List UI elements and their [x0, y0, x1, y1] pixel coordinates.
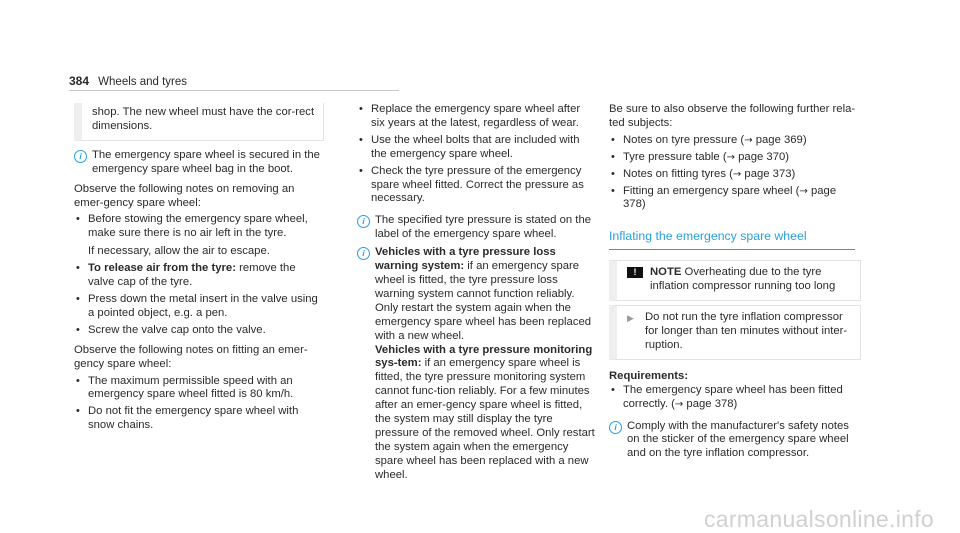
continued-box — [74, 103, 324, 141]
spare-wheel-list — [357, 103, 597, 206]
loss-warning-text: Vehicles with a tyre pressure loss warning system: if an emergency spare wheel is fitted, the tyre pressure loss warning system cannot function reliably. Only restart the system again when the emergency spare wheel has been replaced with a new wheel. — [375, 246, 592, 342]
related-link[interactable]: • Notes on fitting tyres (→ page 373) — [609, 168, 861, 182]
page-number: 384 — [69, 74, 90, 88]
monitoring-text: Vehicles with a tyre pressure monitoring sys-tem: if an emergency spare wheel is fitted, the tyre pressure monitoring system cannot func-tion reliably. For a few minutes after an emer-gency spare wheel is fitted, the system may still display the tyre pressure of the removed wheel. Only restart the system again when the emergency spare wheel has been replaced with a new wheel. — [375, 343, 595, 481]
list-item: • The maximum permissible speed with an emergency spare wheel fitted is 80 km/h. — [74, 375, 324, 403]
list-item: • Press down the metal insert in the valve using a pointed object, e.g. a pen. — [74, 293, 324, 321]
info-icon: i — [74, 150, 87, 163]
arrow-icon: → — [732, 168, 742, 180]
info-icon: i — [609, 421, 622, 434]
requirement-item[interactable]: • The emergency spare wheel has been fitted correctly. (→ page 378) — [609, 384, 861, 412]
related-link[interactable]: • Notes on tyre pressure (→ page 369) — [609, 134, 861, 148]
info-note — [357, 214, 597, 242]
column-3 — [609, 103, 861, 461]
box-text: shop. The new wheel must have the cor-rect dimensions. — [92, 106, 315, 132]
page-header — [69, 75, 187, 90]
info-note-text: The emergency spare wheel is secured in the emergency spare wheel bag in the boot. — [92, 148, 320, 175]
note-box — [609, 260, 861, 301]
related-links — [609, 134, 861, 213]
arrow-icon: → — [799, 185, 808, 197]
arrow-icon: → — [744, 134, 753, 146]
note-label: NOTE — [650, 266, 682, 279]
list-item: • Replace the emergency spare wheel after six years at the latest, regardless of wear. — [357, 103, 597, 131]
exclamation-icon: ! — [627, 267, 643, 278]
requirements-list — [609, 384, 861, 412]
list-item: • To release air from the tyre: remove the valve cap of the tyre. — [74, 262, 324, 290]
play-icon: ▶ — [627, 313, 634, 324]
fitting-list — [74, 375, 324, 434]
requirements-label: Requirements: — [609, 369, 689, 382]
observe-fitting: Observe the following notes on fitting an emer-gency spare wheel: — [74, 343, 308, 370]
arrow-icon: → — [674, 398, 684, 410]
related-link[interactable]: • Fitting an emergency spare wheel (→ page 378) — [609, 185, 861, 213]
list-item: • Screw the valve cap onto the valve. — [74, 324, 324, 338]
header-divider — [69, 90, 399, 91]
warning-box — [609, 305, 861, 360]
related-intro: Be sure to also observe the following further rela-ted subjects: — [609, 103, 856, 129]
info-note — [74, 149, 324, 177]
section-title: Inflating the emergency spare wheel — [609, 229, 807, 244]
watermark: carmanualsonline.info — [703, 506, 934, 533]
info-icon: i — [357, 215, 370, 228]
removing-list — [74, 213, 324, 337]
arrow-icon: → — [726, 151, 735, 163]
column-1 — [74, 103, 324, 433]
info-icon: i — [357, 247, 370, 260]
list-item: • Before stowing the emergency spare wheel, make sure there is no air left in the tyre. If necessary, allow the air to escape. — [74, 213, 324, 259]
list-subtext: If necessary, allow the air to escape. — [88, 245, 270, 258]
info-note-systems — [357, 246, 597, 482]
page-title: Wheels and tyres — [98, 76, 188, 88]
section-divider — [609, 249, 855, 250]
info-note-text: The specified tyre pressure is stated on the label of the emergency spare wheel. — [375, 214, 592, 241]
note-text: Overheating due to the tyre inflation compressor running too long — [650, 266, 836, 293]
related-link[interactable]: • Tyre pressure table (→ page 370) — [609, 151, 861, 165]
list-item: • Do not fit the emergency spare wheel with snow chains. — [74, 405, 324, 433]
info-note — [609, 420, 861, 462]
list-item: • Use the wheel bolts that are included with the emergency spare wheel. — [357, 134, 597, 162]
info-note-text: Comply with the manufacturer's safety notes on the sticker of the emergency spare wheel and on the tyre inflation compressor. — [627, 419, 849, 460]
warning-text: Do not run the tyre inflation compressor for longer than ten minutes without inter-ruption. — [645, 311, 848, 351]
column-2 — [357, 103, 597, 483]
list-item: • Check the tyre pressure of the emergency spare wheel fitted. Correct the pressure as necessary. — [357, 165, 597, 207]
observe-removing: Observe the following notes on removing an emer-gency spare wheel: — [74, 182, 295, 209]
